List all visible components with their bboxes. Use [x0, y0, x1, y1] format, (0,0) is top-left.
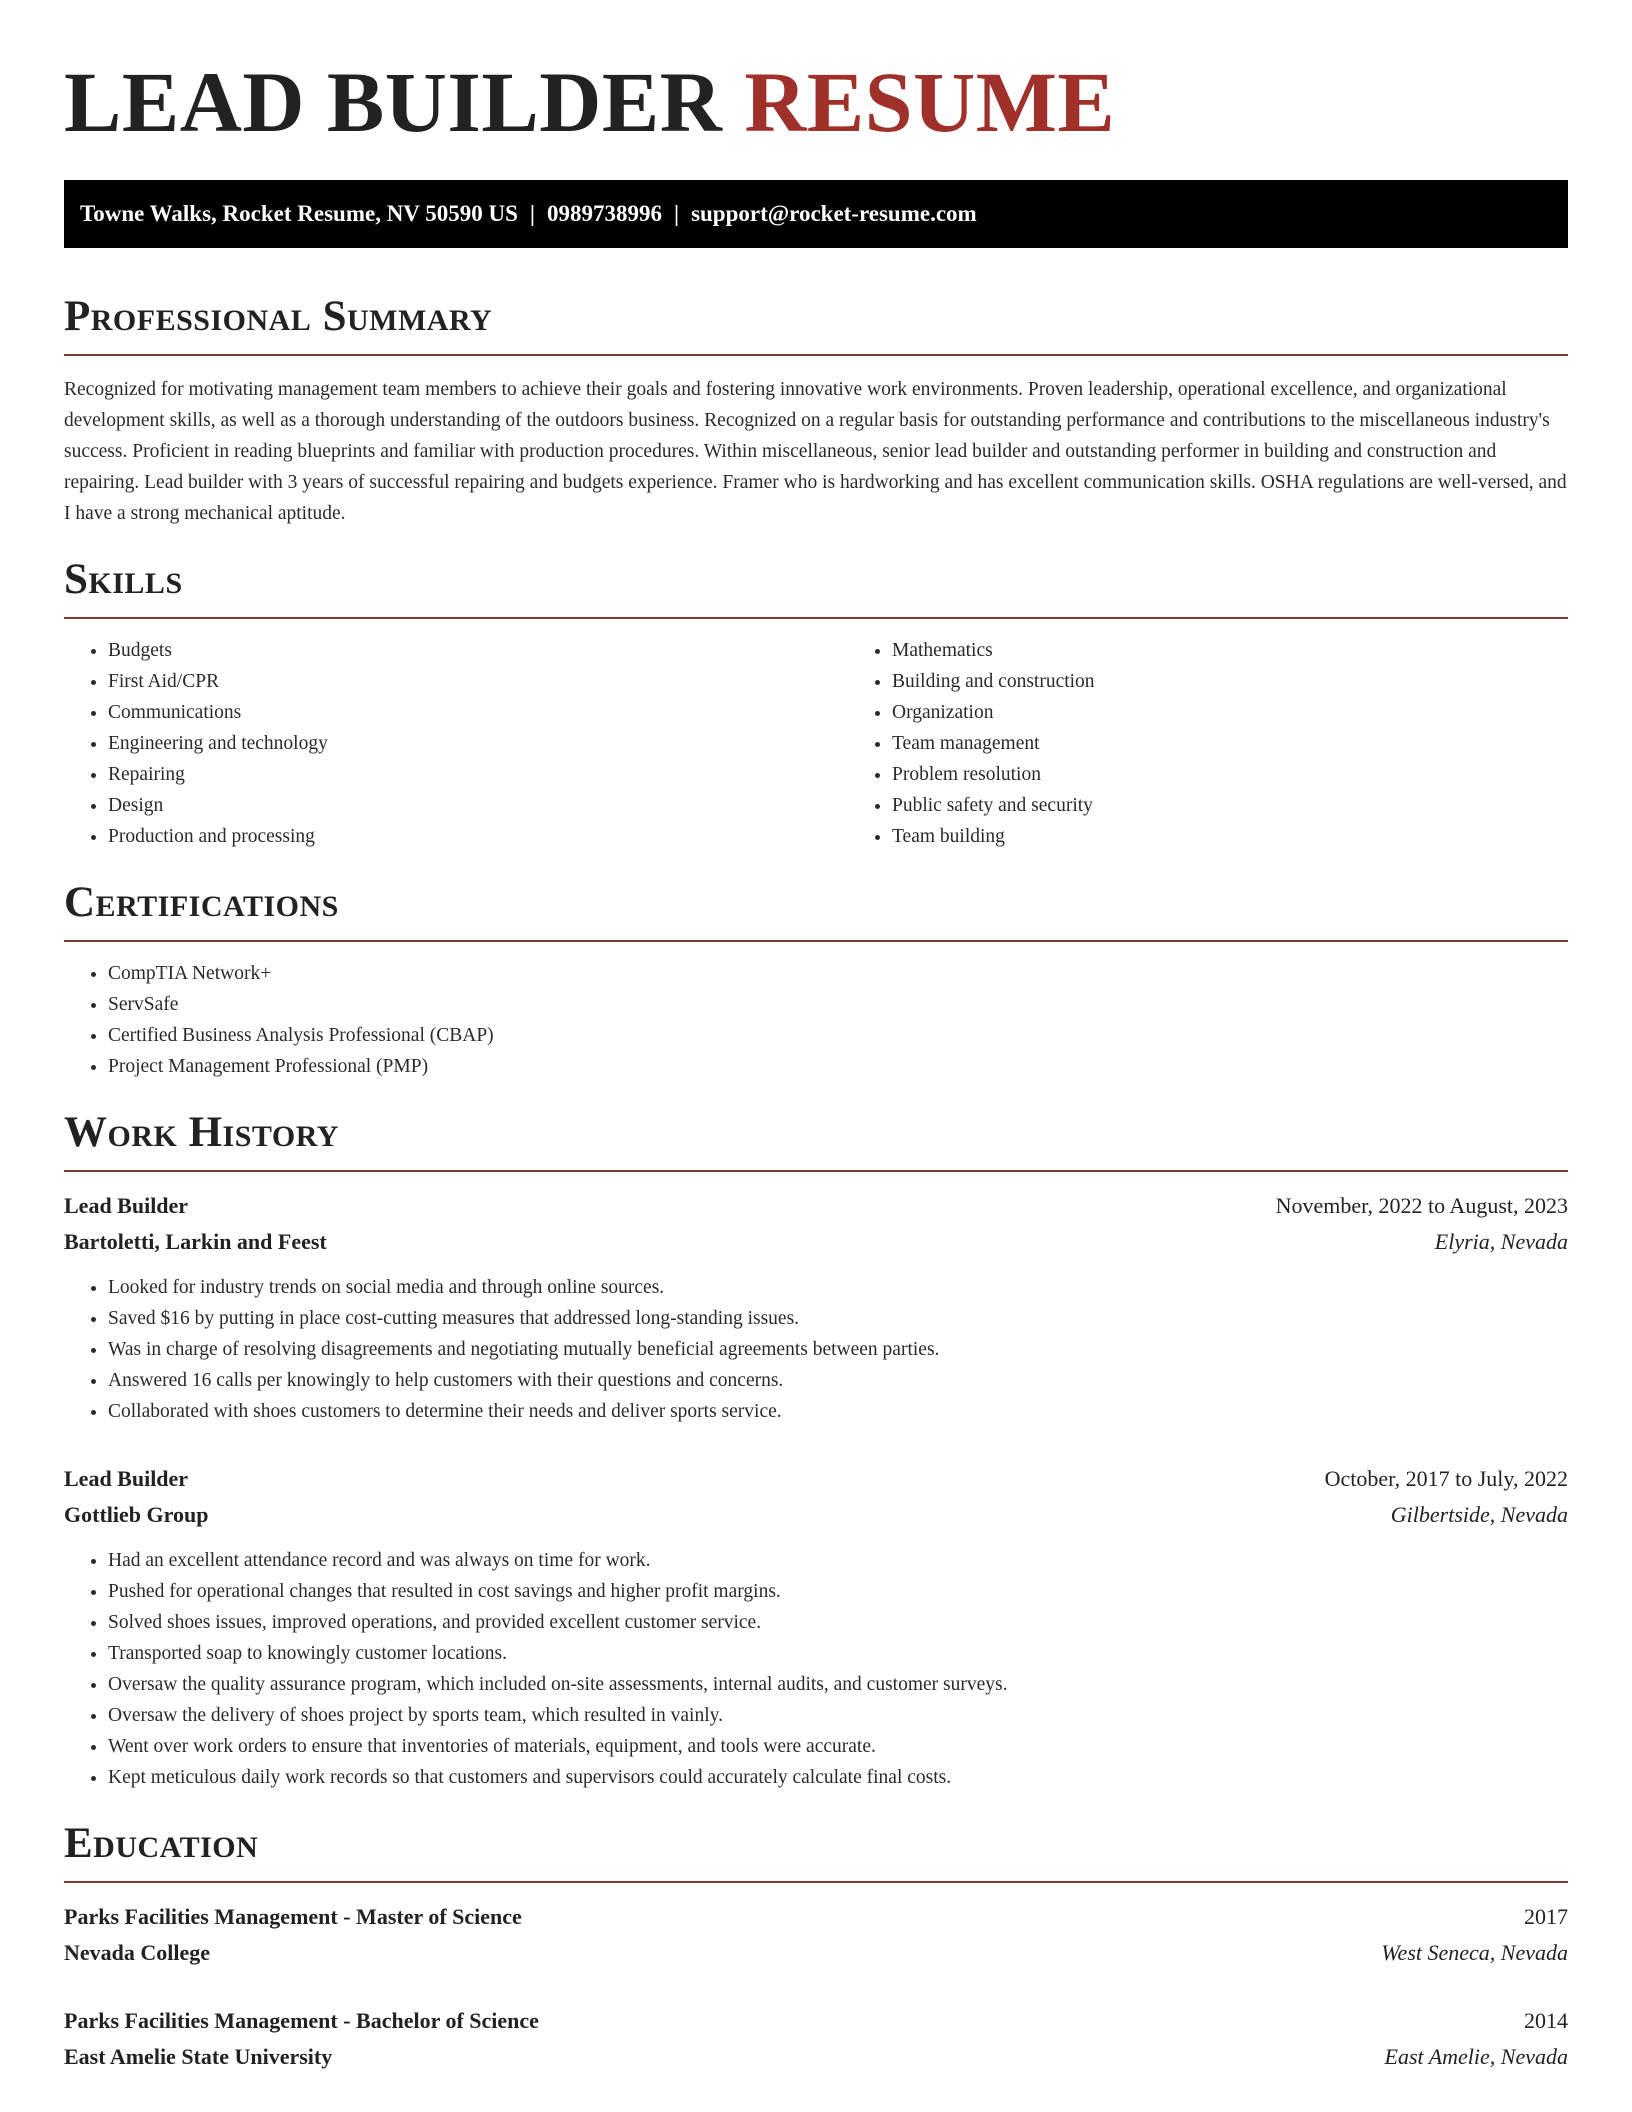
education-degree-row [64, 2003, 1568, 2039]
skill-item: • Engineering and technology [108, 728, 848, 759]
certification-item: • ServSafe [108, 989, 1568, 1020]
education-school-row [64, 2039, 1568, 2075]
work-history-section [64, 1108, 1568, 1793]
job-duty: • Went over work orders to ensure that inventories of materials, equipment, and tools were accurate. [108, 1731, 1568, 1762]
summary-text: Recognized for motivating management team members to achieve their goals and fostering innovative work environments. Proven leadership, operational excellence, and organizational development skills, as well as a thorough understanding of the outdoors business. Recognized on a regular basis for outstanding performance and contributions to the miscellaneous industry's success. Proficient in reading blueprints and familiar with production procedures. Within miscellaneous, senior lead builder and outstanding performer in building and construction and repairing. Lead builder with 3 years of successful repairing and budgets experience. Framer who is hardworking and has excellent communication skills. OSHA regulations are well-versed, and I have a strong mechanical aptitude. [64, 379, 1567, 524]
contact-address: Towne Walks, Rocket Resume, NV 50590 US [80, 201, 518, 226]
job-duty: • Answered 16 calls per knowingly to help customers with their questions and concerns. [108, 1365, 1568, 1396]
education-section [64, 1819, 1568, 2075]
education-entry [64, 2003, 1568, 2075]
contact-email: support@rocket-resume.com [691, 201, 977, 226]
certifications-section [64, 878, 1568, 1082]
education-school: Nevada College [64, 1940, 211, 1965]
education-entry [64, 1899, 1568, 1971]
job-company-row [64, 1497, 1568, 1533]
contact-separator: | [673, 201, 680, 226]
job-company: Bartoletti, Larkin and Feest [64, 1229, 327, 1254]
job-header-row [64, 1461, 1568, 1497]
education-degree: Parks Facilities Management - Bachelor of Science [64, 2008, 539, 2033]
job-location: Gilbertside, Nevada [1390, 1502, 1568, 1527]
contact-bar [64, 180, 1568, 248]
summary-section [64, 292, 1568, 529]
skill-item: • First Aid/CPR [108, 666, 848, 697]
skills-grid [64, 635, 1568, 852]
work-history-heading: Work History [64, 1108, 1568, 1172]
skills-section [64, 555, 1568, 852]
education-heading: Education [64, 1819, 1568, 1883]
education-location: West Seneca, Nevada [1381, 1940, 1568, 1965]
job-dates: October, 2017 to July, 2022 [1324, 1466, 1568, 1491]
skills-list-right [848, 635, 1568, 852]
skills-heading: Skills [64, 555, 1568, 619]
job-title: Lead Builder [64, 1466, 189, 1491]
job-duty: • Had an excellent attendance record and was always on time for work. [108, 1545, 1568, 1576]
skill-item: • Team building [892, 821, 1568, 852]
job-company-row [64, 1224, 1568, 1260]
job-header-row [64, 1188, 1568, 1224]
job-duty: • Looked for industry trends on social media and through online sources. [108, 1272, 1568, 1303]
summary-heading: Professional Summary [64, 292, 1568, 356]
job-dates: November, 2022 to August, 2023 [1275, 1193, 1568, 1218]
certifications-heading: Certifications [64, 878, 1568, 942]
skill-item: • Team management [892, 728, 1568, 759]
education-location: East Amelie, Nevada [1384, 2044, 1568, 2069]
job-duty: • Transported soap to knowingly customer locations. [108, 1638, 1568, 1669]
education-degree-row [64, 1899, 1568, 1935]
job-duty: • Solved shoes issues, improved operations, and provided excellent customer service. [108, 1607, 1568, 1638]
skill-item: • Repairing [108, 759, 848, 790]
job-duties-list [64, 1545, 1568, 1793]
job-duty: • Saved $16 by putting in place cost-cutting measures that addressed long-standing issues. [108, 1303, 1568, 1334]
skill-item: • Building and construction [892, 666, 1568, 697]
certification-item: • Certified Business Analysis Professional (CBAP) [108, 1020, 1568, 1051]
education-school-row [64, 1935, 1568, 1971]
job-duty: • Collaborated with shoes customers to determine their needs and deliver sports service. [108, 1396, 1568, 1427]
skill-item: • Public safety and security [892, 790, 1568, 821]
skill-item: • Design [108, 790, 848, 821]
education-year: 2014 [1524, 2008, 1568, 2033]
job-entry [64, 1461, 1568, 1793]
skill-item: • Communications [108, 697, 848, 728]
certification-item: • Project Management Professional (PMP) [108, 1051, 1568, 1082]
job-duty: • Pushed for operational changes that resulted in cost savings and higher profit margins. [108, 1576, 1568, 1607]
job-duties-list [64, 1272, 1568, 1427]
education-school: East Amelie State University [64, 2044, 333, 2069]
skill-item: • Mathematics [892, 635, 1568, 666]
title-main: LEAD BUILDER [64, 54, 723, 150]
skill-item: • Budgets [108, 635, 848, 666]
skill-item: • Organization [892, 697, 1568, 728]
job-duty: • Kept meticulous daily work records so that customers and supervisors could accurately calculate final costs. [108, 1762, 1568, 1793]
job-company: Gottlieb Group [64, 1502, 209, 1527]
certification-item: • CompTIA Network+ [108, 958, 1568, 989]
resume-title [64, 52, 1568, 152]
skill-item: • Problem resolution [892, 759, 1568, 790]
job-duty: • Was in charge of resolving disagreements and negotiating mutually beneficial agreements between parties. [108, 1334, 1568, 1365]
job-duty: • Oversaw the quality assurance program, which included on-site assessments, internal audits, and customer surveys. [108, 1669, 1568, 1700]
job-location: Elyria, Nevada [1434, 1229, 1568, 1254]
job-title: Lead Builder [64, 1193, 189, 1218]
certifications-list [64, 958, 1568, 1082]
skill-item: • Production and processing [108, 821, 848, 852]
education-year: 2017 [1524, 1904, 1568, 1929]
contact-phone: 0989738996 [546, 201, 662, 226]
title-accent: RESUME [744, 54, 1116, 150]
skills-list-left [64, 635, 848, 852]
job-duty: • Oversaw the delivery of shoes project by sports team, which resulted in vainly. [108, 1700, 1568, 1731]
education-degree: Parks Facilities Management - Master of Science [64, 1904, 522, 1929]
job-entry [64, 1188, 1568, 1427]
contact-separator: | [529, 201, 535, 226]
